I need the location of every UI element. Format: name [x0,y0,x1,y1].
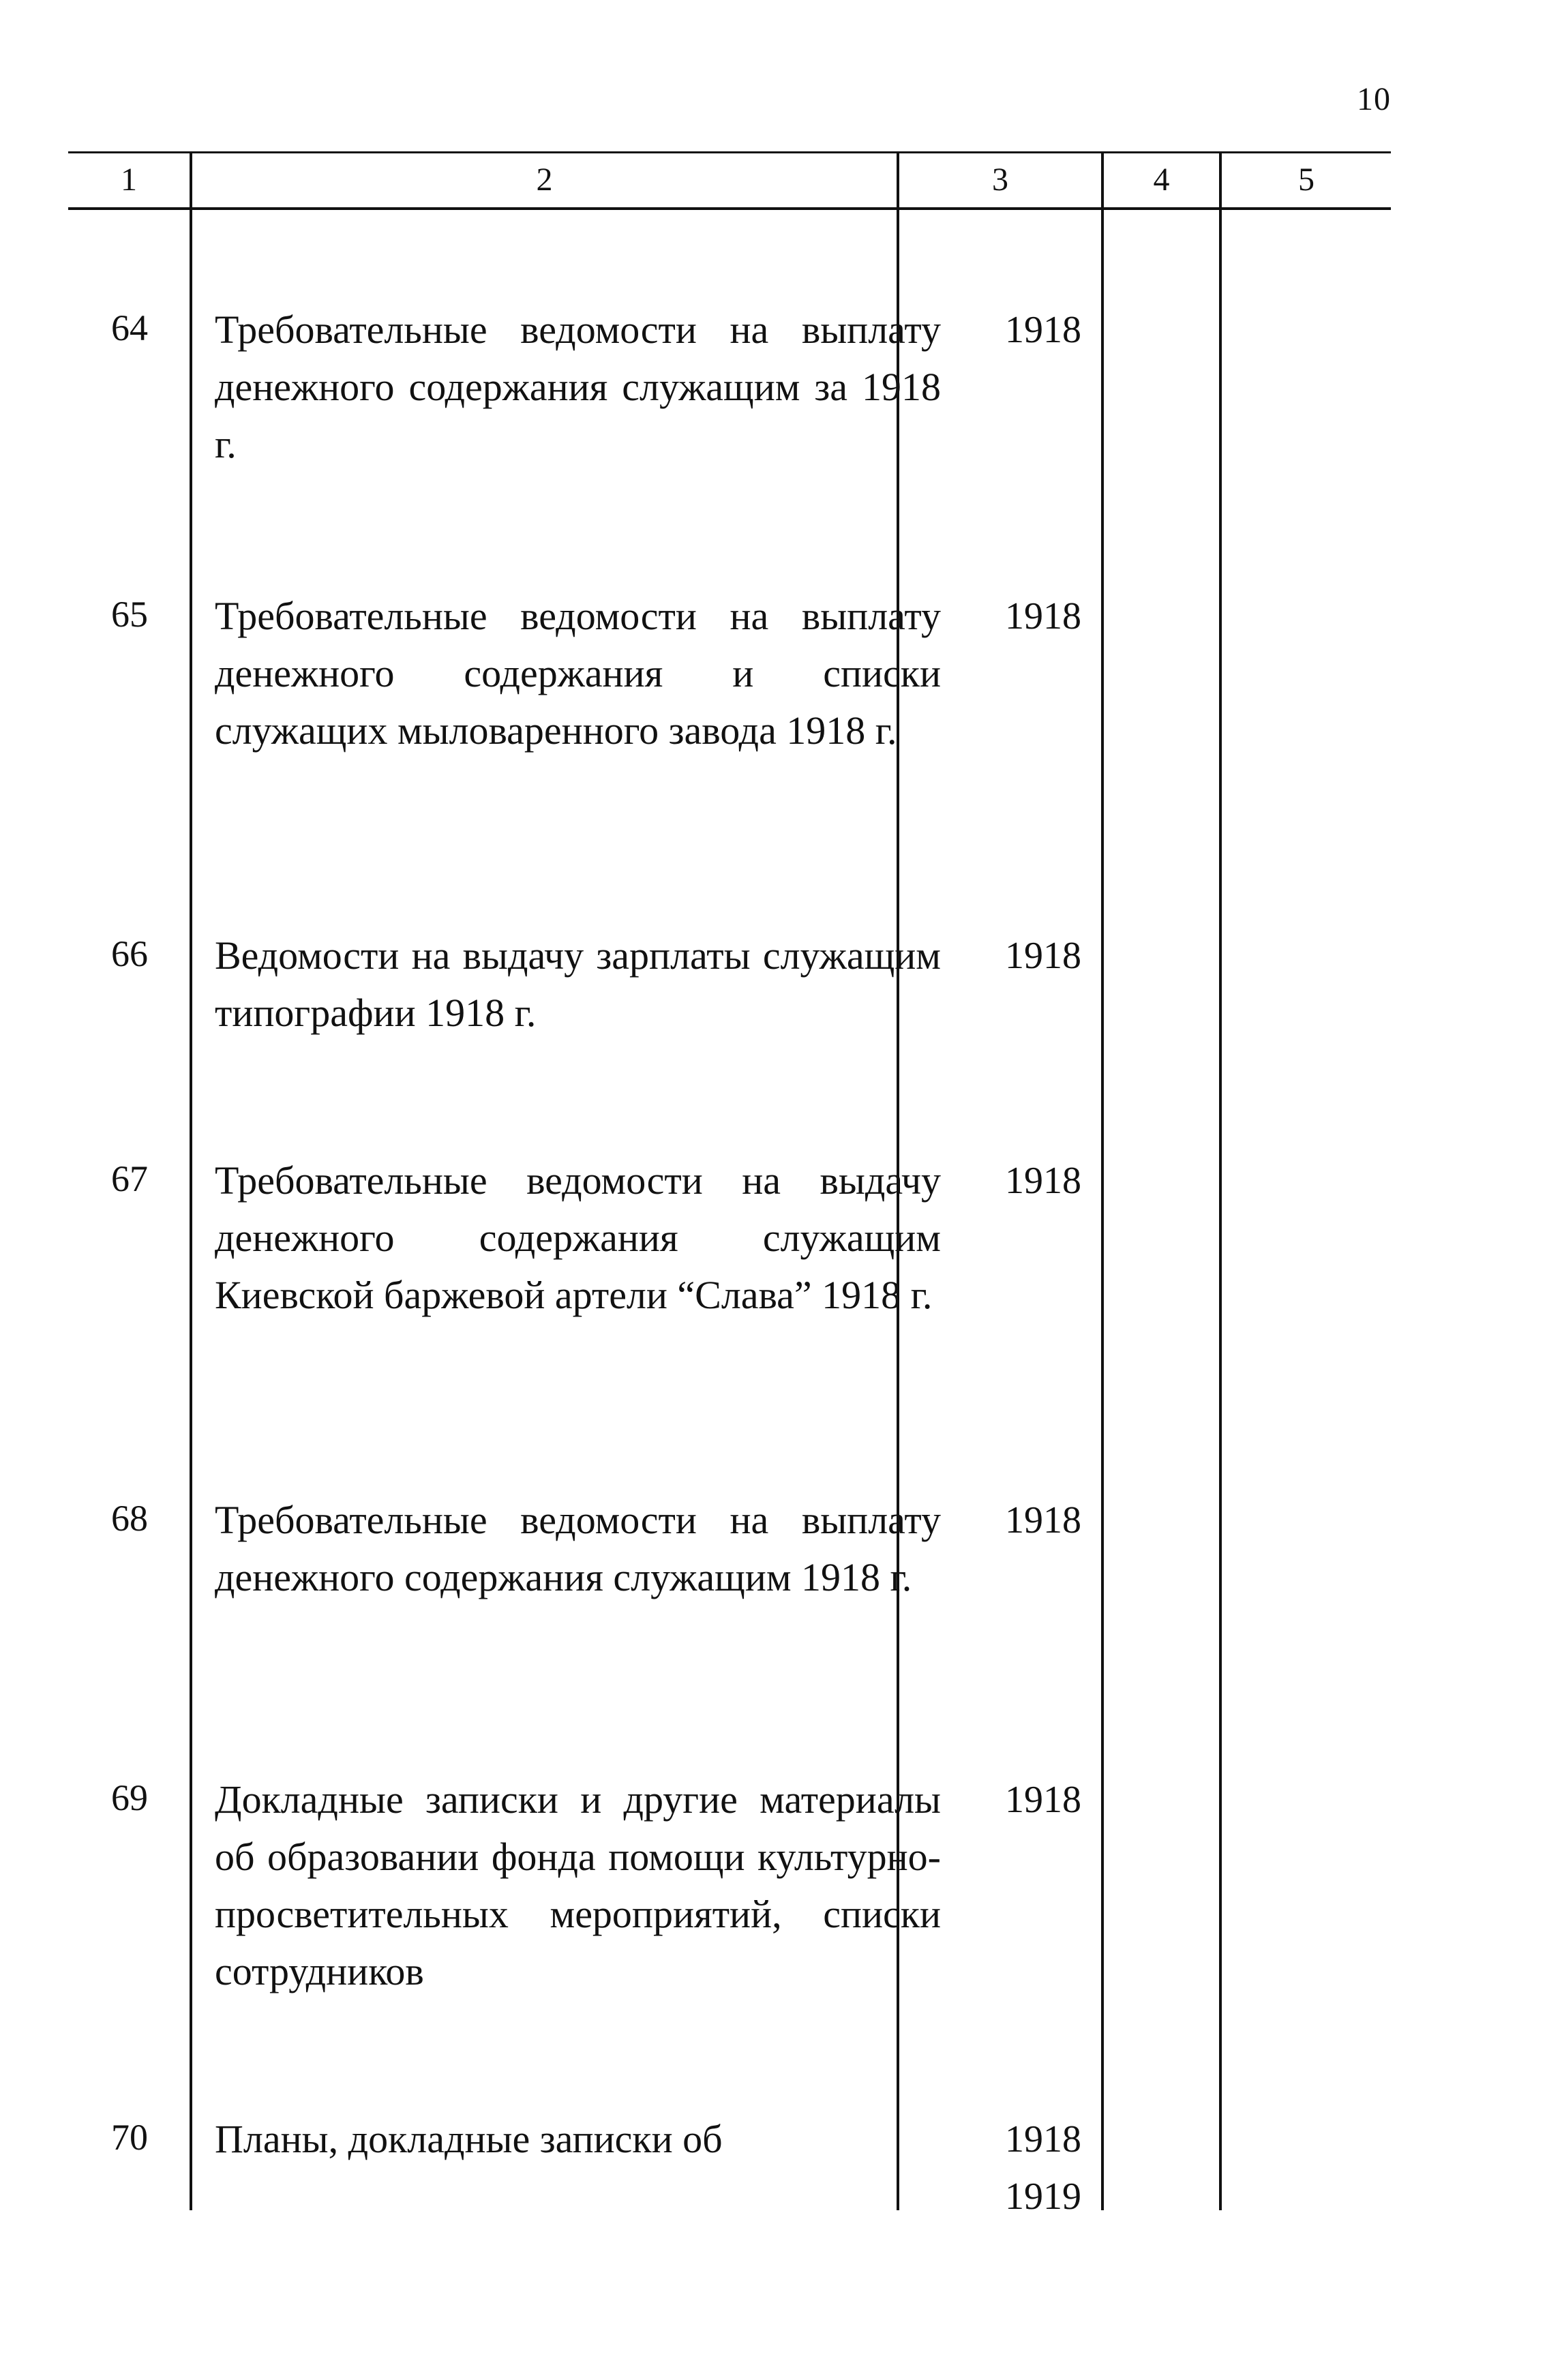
row-year: 1918 [1005,595,1081,637]
row-year: 1918 [1005,935,1081,977]
header-bottom-rule [68,207,1391,210]
column-header-3: 3 [992,162,1008,198]
row-description: Требовательные ведомости на выдачу денежного содержания служащим Киевской баржевой артели “Слава” 1918 г. [215,1158,941,1317]
column-header-1: 1 [121,162,137,198]
row-description: Докладные записки и другие материалы об образовании фонда помощи культурно-просветительных мероприятий, списки сотрудников [215,1777,941,1993]
row-number: 65 [111,594,148,635]
row-description: Ведомости на выдачу зарплаты служащим типографии 1918 г. [215,933,941,1035]
row-year: 1918 [1005,309,1081,351]
column-header-2: 2 [536,162,553,198]
row-year: 1918 [1005,1499,1081,1541]
row-description: Требовательные ведомости на выплату денежного содержания служащим 1918 г. [215,1498,941,1599]
row-year: 1918 [1005,1779,1081,1821]
row-number: 67 [111,1158,148,1199]
inventory-table [68,151,1391,2218]
column-header-4: 4 [1153,162,1170,198]
page-number: 10 [1357,81,1391,117]
column-divider-4 [1219,151,1222,2210]
row-year-end: 1919 [1005,2175,1081,2218]
row-number: 70 [111,2117,148,2158]
header-top-rule [68,151,1391,153]
row-number: 69 [111,1777,148,1818]
row-year: 1918 [1005,2118,1081,2160]
row-description: Требовательные ведомости на выплату денежного содержания служащим за 1918 г. [215,307,941,466]
row-description: Требовательные ведомости на выплату денежного содержания и списки служащих мыловаренного завода 1918 г. [215,594,941,753]
row-description: Планы, докладные записки об [215,2117,723,2161]
row-number: 68 [111,1498,148,1539]
row-number: 64 [111,307,148,348]
column-header-5: 5 [1298,162,1315,198]
row-year: 1918 [1005,1160,1081,1202]
row-number: 66 [111,933,148,974]
